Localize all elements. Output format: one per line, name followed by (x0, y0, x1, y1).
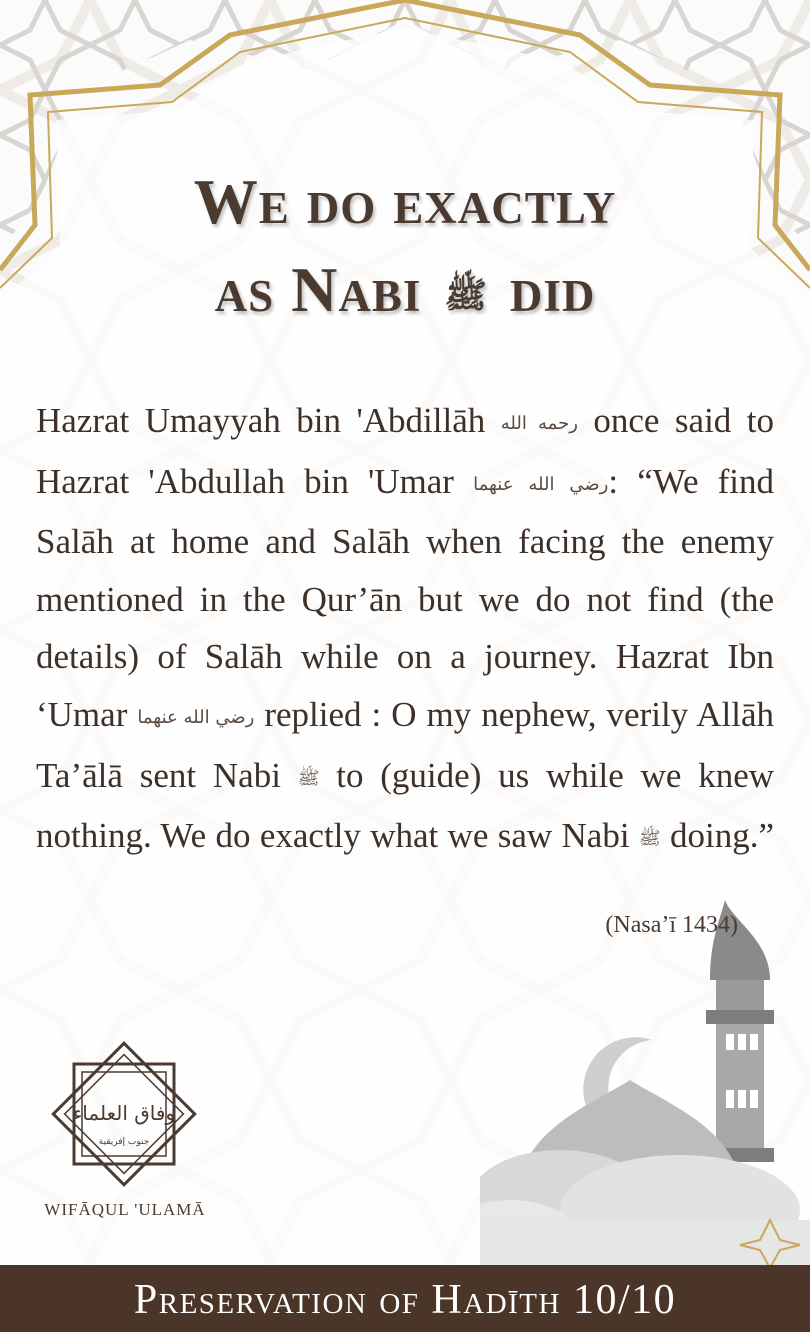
logo-label: WIFĀQUL 'ULAMĀ (44, 1200, 206, 1219)
hadith-segment: replied : O my nephew, verily Allāh Ta’ālā sent Nabi (36, 694, 775, 795)
salutation-glyph: ﷺ (444, 276, 487, 316)
headline-suffix: did (509, 254, 596, 325)
wifaqul-ulama-logo (44, 1034, 204, 1194)
headline-line-1: We do exactly (193, 166, 617, 237)
hadith-segment: doing.” (670, 816, 775, 856)
hadith-segment: to (guide) us while we knew nothing. We do exactly what we saw Nabi (36, 755, 775, 856)
hadith-segment: once said to Hazrat 'Abdullah bin 'Umar (36, 401, 774, 501)
honorific-glyph: ﷺ (638, 828, 661, 849)
footer-title: Preservation of Hadīth 10/10 (133, 1277, 677, 1323)
footer-bar (0, 1265, 810, 1332)
logo-arabic: وفاق العلماء (72, 1101, 176, 1125)
honorific-glyph: رضي الله عنهما (473, 473, 609, 494)
honorific-glyph: ﷺ (297, 767, 320, 788)
mosque-illustration (480, 900, 810, 1268)
honorific-glyph: رضي الله عنهما (137, 707, 255, 728)
headline-prefix: as Nabi (214, 254, 422, 325)
hadith-segment: : “We find Salāh at home and Salāh when facing the enemy mentioned in the Qur’ān but we do not find (the details) of Salāh while on a journey. Hazrat Ibn ‘Umar (36, 461, 775, 734)
hadith-segment: Hazrat Umayyah bin 'Abdillāh (36, 401, 486, 440)
hadith-text (36, 392, 774, 868)
headline (0, 158, 810, 340)
headline-line-2 (0, 246, 810, 340)
logo-arabic-sub: جنوب إفريقية (98, 1137, 150, 1147)
honorific-glyph: رحمه الله (500, 413, 578, 434)
hadith-source: (Nasa’ī 1434) (605, 912, 738, 938)
